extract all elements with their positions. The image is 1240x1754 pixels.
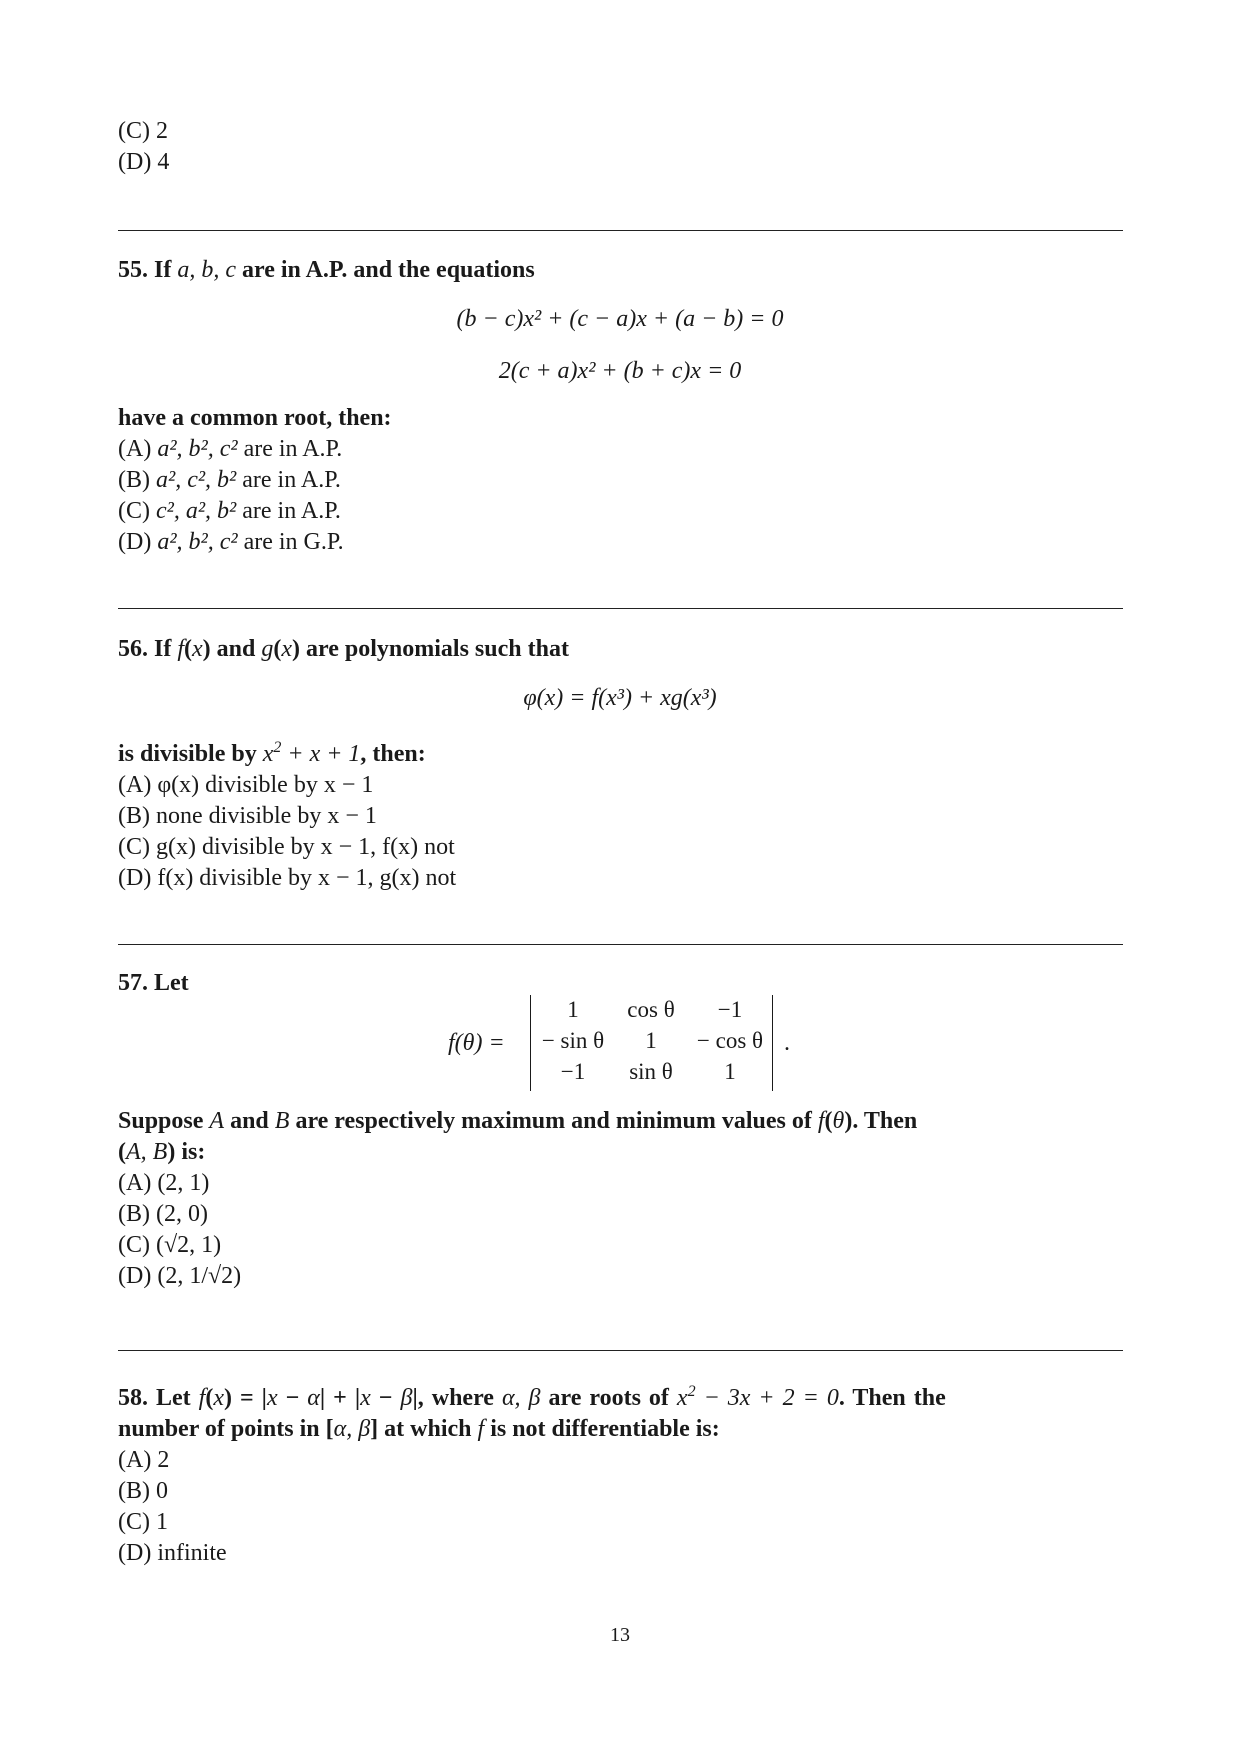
matrix-cell: 1 xyxy=(567,997,579,1022)
determinant-right-bar xyxy=(772,995,773,1091)
equation-1: (b − c)x² + (c − a)x + (a − b) = 0 xyxy=(456,306,784,332)
option-a: (A) a², b², c² are in A.P. xyxy=(118,436,343,462)
divider xyxy=(118,1350,1123,1351)
matrix-cell: 1 xyxy=(724,1059,736,1084)
equation-2: 2(c + a)x² + (b + c)x = 0 xyxy=(498,358,742,384)
question-55-options xyxy=(118,403,1123,558)
divider xyxy=(118,944,1123,945)
option-c: (C) 1 xyxy=(118,1509,168,1535)
option-d: (D) infinite xyxy=(118,1540,227,1566)
matrix-cell: sin θ xyxy=(629,1059,673,1084)
divider xyxy=(118,230,1123,231)
question-55-after: have a common root, then: xyxy=(118,405,392,431)
option-c: (C) g(x) divisible by x − 1, f(x) not xyxy=(118,834,455,860)
option-c: (C) 2 xyxy=(118,118,168,144)
matrix-cell: −1 xyxy=(560,1059,586,1084)
option-a: (A) 2 xyxy=(118,1447,170,1473)
matrix-cell: − sin θ xyxy=(541,1028,605,1053)
question-58-options xyxy=(118,1445,1123,1569)
determinant xyxy=(530,995,778,1091)
question-55-stem: 55. If a, b, c are in A.P. and the equations xyxy=(118,257,535,283)
question-58-stem: 58. Let f(x) = |x − α| + |x − β|, where α, β are roots of $x^2 - 3x + 2 = 0$. Then the number of points in [α, β] at which f is not differentiable is: xyxy=(118,1383,946,1442)
option-b: (B) none divisible by x − 1 xyxy=(118,803,377,829)
question-57-after: Suppose A and B are respectively maximum and minimum values of f(θ). Then xyxy=(118,1108,918,1134)
matrix-cell: cos θ xyxy=(627,997,675,1022)
option-b: (B) (2, 0) xyxy=(118,1201,208,1227)
question-57-stem: 57. Let xyxy=(118,970,189,996)
question-56-options: is divisible by $x^2 + x + 1$, then: (A) φ(x) divisible by x − 1 (B) none divisible by x − 1 (C) g(x) divisible by x − 1, f(x) not (D) f(x) divisible by x − 1, g(x) not xyxy=(118,739,1123,894)
equation-phi: φ(x) = f(x³) + xg(x³) xyxy=(523,685,717,711)
option-b: (B) a², c², b² are in A.P. xyxy=(118,467,341,493)
determinant-lhs: f(θ) = xyxy=(448,1030,505,1056)
option-d: (D) f(x) divisible by x − 1, g(x) not xyxy=(118,865,457,891)
option-d: (D) 4 xyxy=(118,149,170,175)
option-d: (D) a², b², c² are in G.P. xyxy=(118,529,344,555)
question-56-stem: 56. If f(x) and g(x) are polynomials such that xyxy=(118,636,569,662)
divider xyxy=(118,608,1123,609)
determinant-left-bar xyxy=(530,995,531,1091)
period: . xyxy=(784,1030,790,1056)
matrix-cell: 1 xyxy=(645,1028,657,1053)
option-c: (C) c², a², b² are in A.P. xyxy=(118,498,341,524)
matrix-cell: − cos θ xyxy=(696,1028,764,1053)
question-54-tail xyxy=(118,116,1123,178)
matrix-cell: −1 xyxy=(717,997,743,1022)
option-a: (A) φ(x) divisible by x − 1 xyxy=(118,772,374,798)
question-57-body: Suppose A and B are respectively maximum and minimum values of f(θ). Then (A, B) is: (A) (2, 1) (B) (2, 0) (C) (√2, 1) (D) (2, 1/√2) xyxy=(118,1106,1123,1292)
page-number: 13 xyxy=(610,1624,630,1646)
option-c: (C) (√2, 1) xyxy=(118,1232,222,1258)
option-a: (A) (2, 1) xyxy=(118,1170,210,1196)
option-b: (B) 0 xyxy=(118,1478,168,1504)
option-d: (D) (2, 1/√2) xyxy=(118,1263,242,1289)
